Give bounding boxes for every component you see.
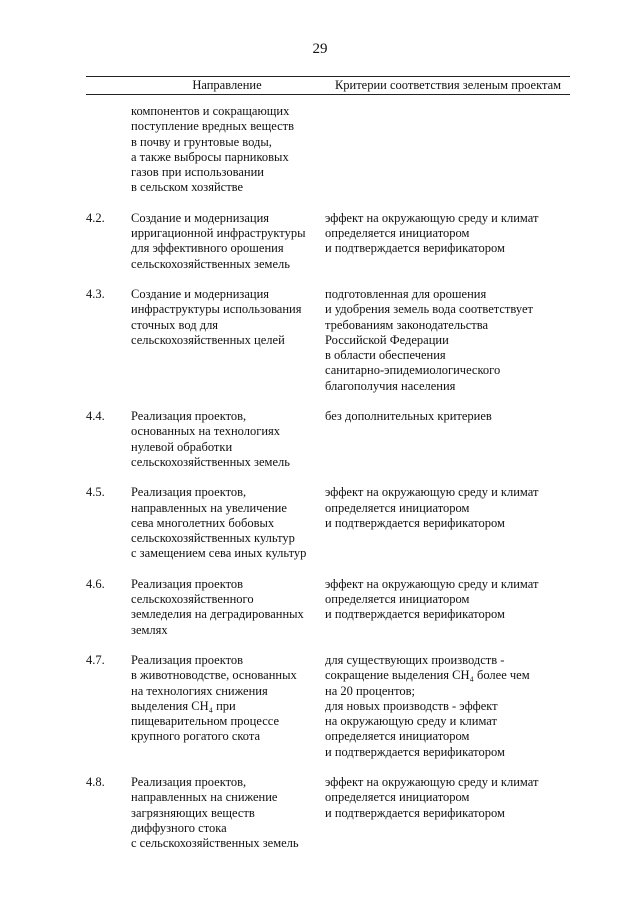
direction-cell (131, 485, 325, 561)
direction-line: Реализация проектов (131, 576, 244, 591)
direction-cell (131, 577, 325, 638)
table-row (86, 775, 570, 851)
direction-line: газов при использовании (131, 165, 264, 180)
table-row (86, 287, 570, 394)
direction-line: выделения CH₄ при (131, 698, 236, 713)
direction-line: сельскохозяйственных земель (131, 454, 290, 469)
row-number (86, 104, 131, 196)
criteria-line: для новых производств - эффект (325, 698, 498, 713)
criteria-line: требованиям законодательства (325, 317, 489, 332)
criteria-cell (325, 485, 570, 561)
direction-line: Реализация проектов, (131, 774, 247, 789)
direction-line: ирригационной инфраструктуры (131, 226, 306, 241)
criteria-line: и удобрения земель вода соответствует (325, 302, 533, 317)
criteria-line: Российской Федерации (325, 332, 449, 347)
direction-line: в почву и грунтовые воды, (131, 134, 272, 149)
criteria-cell (325, 653, 570, 760)
direction-line: с замещением сева иных культур (131, 546, 307, 561)
direction-line: сточных вод для (131, 317, 219, 332)
criteria-cell (325, 775, 570, 851)
criteria-line: и подтверждается верификатором (325, 805, 505, 820)
direction-cell (131, 104, 325, 196)
direction-line: компонентов и сокращающих (131, 104, 290, 118)
direction-line: земледелия на деградированных (131, 607, 304, 622)
row-number: 4.5. (86, 485, 105, 500)
direction-line: основанных на технологиях (131, 424, 281, 439)
row-number: 4.4. (86, 409, 105, 424)
direction-line: Создание и модернизация (131, 286, 270, 301)
criteria-line: без дополнительных критериев (325, 409, 492, 424)
table-row (86, 104, 570, 196)
direction-line: пищеварительном процессе (131, 714, 279, 729)
criteria-line: и подтверждается верификатором (325, 607, 505, 622)
table-row (86, 577, 570, 638)
criteria-line: в области обеспечения (325, 348, 446, 363)
criteria-line: и подтверждается верификатором (325, 241, 505, 256)
row-number: 4.8. (86, 774, 105, 789)
criteria-line: эффект на окружающую среду и климат (325, 774, 539, 789)
row-number: 4.6. (86, 576, 105, 591)
direction-line: направленных на снижение (131, 790, 278, 805)
criteria-line: определяется инициатором (325, 592, 470, 607)
criteria-line: эффект на окружающую среду и климат (325, 210, 539, 225)
criteria-line: благополучия населения (325, 378, 456, 393)
criteria-line: определяется инициатором (325, 790, 470, 805)
criteria-cell (325, 104, 570, 196)
direction-line: крупного рогатого скота (131, 729, 261, 744)
page-number: 29 (312, 41, 328, 57)
table-row (86, 211, 570, 272)
direction-line: Реализация проектов, (131, 409, 247, 424)
direction-line: загрязняющих веществ (131, 805, 255, 820)
direction-line: для эффективного орошения (131, 241, 284, 256)
criteria-line: эффект на окружающую среду и климат (325, 485, 539, 500)
table-row (86, 485, 570, 561)
row-number: 4.2. (86, 210, 105, 225)
direction-line: Реализация проектов (131, 652, 244, 667)
criteria-cell (325, 409, 570, 470)
criteria-line: определяется инициатором (325, 729, 470, 744)
direction-line: сельскохозяйственных культур (131, 531, 295, 546)
direction-line: инфраструктуры использования (131, 302, 302, 317)
direction-line: диффузного стока (131, 820, 227, 835)
criteria-line: на окружающую среду и климат (325, 714, 497, 729)
criteria-line: сокращение выделения CH₄ более чем (325, 668, 530, 683)
direction-line: на технологиях снижения (131, 683, 268, 698)
row-number: 4.3. (86, 286, 105, 301)
criteria-line: и подтверждается верификатором (325, 744, 505, 759)
criteria-line: санитарно-эпидемиологического (325, 363, 501, 378)
direction-cell (131, 211, 325, 272)
header-direction: Направление (192, 78, 262, 92)
direction-line: в сельском хозяйстве (131, 180, 244, 195)
table-row (86, 653, 570, 760)
criteria-line: для существующих производств - (325, 652, 505, 667)
direction-line: сельскохозяйственных земель (131, 256, 290, 271)
criteria-line: эффект на окружающую среду и климат (325, 576, 539, 591)
table-body (86, 104, 570, 866)
criteria-cell (325, 287, 570, 394)
direction-line: нулевой обработки (131, 439, 233, 454)
direction-line: направленных на увеличение (131, 500, 287, 515)
direction-line: в животноводстве, основанных (131, 668, 297, 683)
direction-line: а также выбросы парниковых (131, 149, 289, 164)
criteria-cell (325, 211, 570, 272)
direction-cell (131, 287, 325, 394)
direction-line: сева многолетних бобовых (131, 515, 275, 530)
criteria-line: подготовленная для орошения (325, 286, 487, 301)
criteria-line: определяется инициатором (325, 226, 470, 241)
direction-cell (131, 775, 325, 851)
criteria-line: и подтверждается верификатором (325, 515, 505, 530)
header-criteria: Критерии соответствия зеленым проектам (334, 78, 562, 92)
direction-cell (131, 653, 325, 760)
direction-line: Создание и модернизация (131, 210, 270, 225)
direction-cell (131, 409, 325, 470)
direction-line: поступление вредных веществ (131, 119, 295, 134)
table-row (86, 409, 570, 470)
row-number: 4.7. (86, 652, 105, 667)
table-header (86, 76, 570, 95)
criteria-line: на 20 процентов; (325, 683, 416, 698)
criteria-cell (325, 577, 570, 638)
direction-line: с сельскохозяйственных земель (131, 836, 299, 851)
direction-line: землях (131, 622, 168, 637)
direction-line: сельскохозяйственного (131, 592, 254, 607)
direction-line: сельскохозяйственных целей (131, 332, 285, 347)
criteria-line: определяется инициатором (325, 500, 470, 515)
direction-line: Реализация проектов, (131, 485, 247, 500)
